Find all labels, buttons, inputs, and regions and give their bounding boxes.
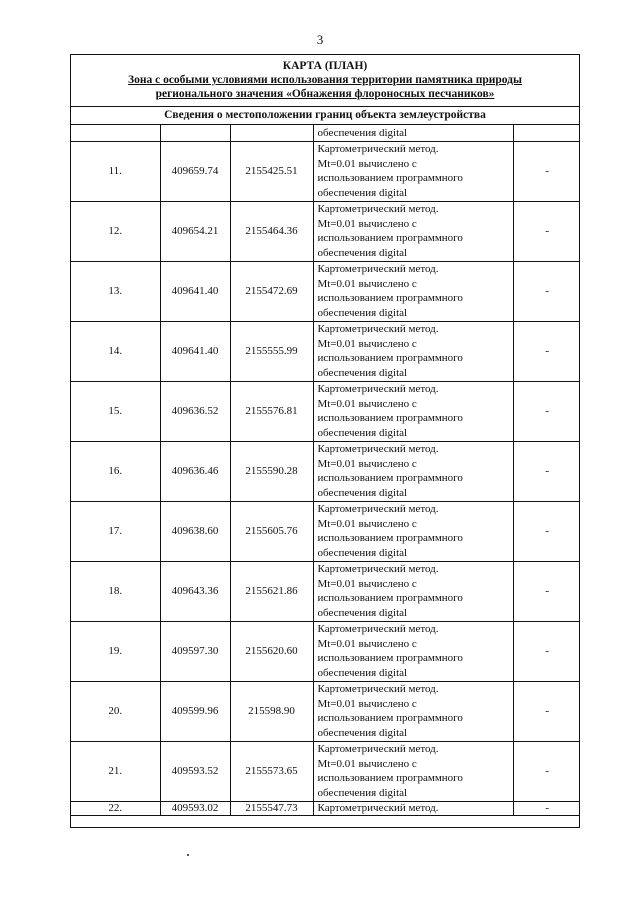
method-description-line: использованием программного [317, 472, 463, 484]
note-cell: - [513, 621, 580, 681]
method-description-line: обеспечения digital [317, 726, 408, 739]
method-description-line: Картометрический метод. [317, 383, 439, 395]
document-header [71, 55, 579, 107]
method-description-line: Картометрический метод. [317, 263, 439, 275]
method-description [313, 621, 513, 681]
method-description-line: Mt=0.01 вычислено с [317, 217, 417, 230]
coordinate-y: 2155576.81 [230, 381, 313, 441]
note-cell: - [513, 201, 580, 261]
table-row [71, 201, 580, 261]
coordinate-x: 409636.46 [160, 441, 230, 501]
note-cell: - [513, 501, 580, 561]
table-row [71, 561, 580, 621]
method-description-line: Картометрический метод. [317, 143, 439, 155]
coordinate-x: 409597.30 [160, 621, 230, 681]
method-description-line: обеспечения digital [317, 786, 408, 799]
coordinate-y: 2155620.60 [230, 621, 313, 681]
coordinate-y: 215598.90 [230, 681, 313, 741]
point-number: 11. [71, 141, 160, 201]
method-description-line: обеспечения digital [317, 366, 408, 379]
method-description-line: Mt=0.01 вычислено с [317, 637, 417, 650]
method-description [313, 201, 513, 261]
coordinate-y: 2155472.69 [230, 261, 313, 321]
method-description [313, 501, 513, 561]
method-description-line: обеспечения digital [317, 486, 408, 499]
table-row [71, 261, 580, 321]
method-description [313, 381, 513, 441]
method-description-line: использованием программного [317, 592, 463, 604]
table-row [71, 125, 580, 141]
note-cell: - [513, 801, 580, 815]
point-number: 19. [71, 621, 160, 681]
point-number: 12. [71, 201, 160, 261]
scan-speck [187, 854, 189, 856]
coordinate-y: 2155621.86 [230, 561, 313, 621]
coordinate-y: 2155573.65 [230, 741, 313, 801]
method-description-line: обеспечения digital [317, 606, 408, 619]
method-description-line: Mt=0.01 вычислено с [317, 757, 417, 770]
coordinate-x: 409641.40 [160, 261, 230, 321]
method-description-line: использованием программного [317, 532, 463, 544]
coordinate-y: 2155547.73 [230, 801, 313, 815]
method-description [313, 681, 513, 741]
point-number: 22. [71, 801, 160, 815]
method-description-line: Mt=0.01 вычислено с [317, 157, 417, 170]
coordinate-y: 2155605.76 [230, 501, 313, 561]
point-number: 21. [71, 741, 160, 801]
point-number: 17. [71, 501, 160, 561]
method-description-line: Mt=0.01 вычислено с [317, 277, 417, 290]
table-row [71, 801, 580, 815]
table-row [71, 741, 580, 801]
coordinate-x: 409636.52 [160, 381, 230, 441]
method-description-line: Картометрический метод. [317, 623, 439, 635]
method-description-line: Картометрический метод. [317, 743, 439, 755]
method-description [313, 561, 513, 621]
note-cell: - [513, 321, 580, 381]
note-cell: - [513, 561, 580, 621]
table-row [71, 621, 580, 681]
method-description-line: обеспечения digital [317, 246, 408, 259]
page-number: 3 [316, 32, 324, 47]
coordinate-x: 409641.40 [160, 321, 230, 381]
coordinate-x: 409638.60 [160, 501, 230, 561]
table-row [71, 141, 580, 201]
coordinates-table [71, 125, 580, 816]
method-description-line: Mt=0.01 вычислено с [317, 697, 417, 710]
method-description-line: использованием программного [317, 352, 463, 364]
method-description [313, 441, 513, 501]
method-description-line: использованием программного [317, 412, 463, 424]
note-cell: - [513, 141, 580, 201]
method-description-line: использованием программного [317, 172, 463, 184]
method-description-line: Картометрический метод. [317, 503, 439, 515]
point-number: 15. [71, 381, 160, 441]
method-description-line: использованием программного [317, 292, 463, 304]
method-description-line: Mt=0.01 вычислено с [317, 577, 417, 590]
coordinate-x: 409593.52 [160, 741, 230, 801]
coordinate-x: 409643.36 [160, 561, 230, 621]
method-description-line: обеспечения digital [317, 666, 408, 679]
method-description-line: Mt=0.01 вычислено с [317, 397, 417, 410]
method-description-line: обеспечения digital [317, 186, 408, 199]
method-description-line: Картометрический метод. [317, 443, 439, 455]
note-cell: - [513, 381, 580, 441]
method-description [313, 321, 513, 381]
method-description-line: Картометрический метод. [317, 203, 439, 215]
coordinate-y: 2155590.28 [230, 441, 313, 501]
method-description-line: Mt=0.01 вычислено с [317, 457, 417, 470]
method-description-line: Mt=0.01 вычислено с [317, 337, 417, 350]
point-number: 18. [71, 561, 160, 621]
point-number: 16. [71, 441, 160, 501]
coordinate-x: 409599.96 [160, 681, 230, 741]
section-title: Сведения о местоположении границ объекта землеустройства [71, 107, 579, 125]
method-description [313, 261, 513, 321]
method-description-line: использованием программного [317, 652, 463, 664]
method-description: Картометрический метод. [313, 801, 513, 815]
method-description-line: обеспечения digital [317, 546, 408, 559]
table-row [71, 381, 580, 441]
point-number: 20. [71, 681, 160, 741]
header-subtitle-line1: Зона с особыми условиями использования территории памятника природы [128, 74, 522, 86]
note-cell: - [513, 681, 580, 741]
method-description-line: обеспечения digital [317, 306, 408, 319]
table-row [71, 441, 580, 501]
point-number: 14. [71, 321, 160, 381]
point-number: 13. [71, 261, 160, 321]
method-description-line: Картометрический метод. [317, 683, 439, 695]
coordinate-y: 2155425.51 [230, 141, 313, 201]
header-subtitle-line2: регионального значения «Обнажения флороносных песчаников» [155, 88, 495, 100]
document-frame [70, 54, 580, 828]
method-description-line: использованием программного [317, 772, 463, 784]
note-cell: - [513, 741, 580, 801]
method-description-line: использованием программного [317, 232, 463, 244]
method-description-line: использованием программного [317, 712, 463, 724]
method-description-line: Картометрический метод. [317, 323, 439, 335]
coordinate-x: 409593.02 [160, 801, 230, 815]
method-description [313, 741, 513, 801]
method-description-line: Mt=0.01 вычислено с [317, 517, 417, 530]
header-title: КАРТА (ПЛАН) [282, 60, 368, 72]
table-row [71, 681, 580, 741]
coordinate-y: 2155464.36 [230, 201, 313, 261]
method-description-line: обеспечения digital [317, 426, 408, 439]
coordinate-x: 409654.21 [160, 201, 230, 261]
table-row [71, 501, 580, 561]
method-description-line: Картометрический метод. [317, 563, 439, 575]
note-cell: - [513, 441, 580, 501]
method-description [313, 141, 513, 201]
coordinate-x: 409659.74 [160, 141, 230, 201]
continuation-text: обеспечения digital [313, 125, 513, 141]
table-row [71, 321, 580, 381]
note-cell: - [513, 261, 580, 321]
coordinate-y: 2155555.99 [230, 321, 313, 381]
